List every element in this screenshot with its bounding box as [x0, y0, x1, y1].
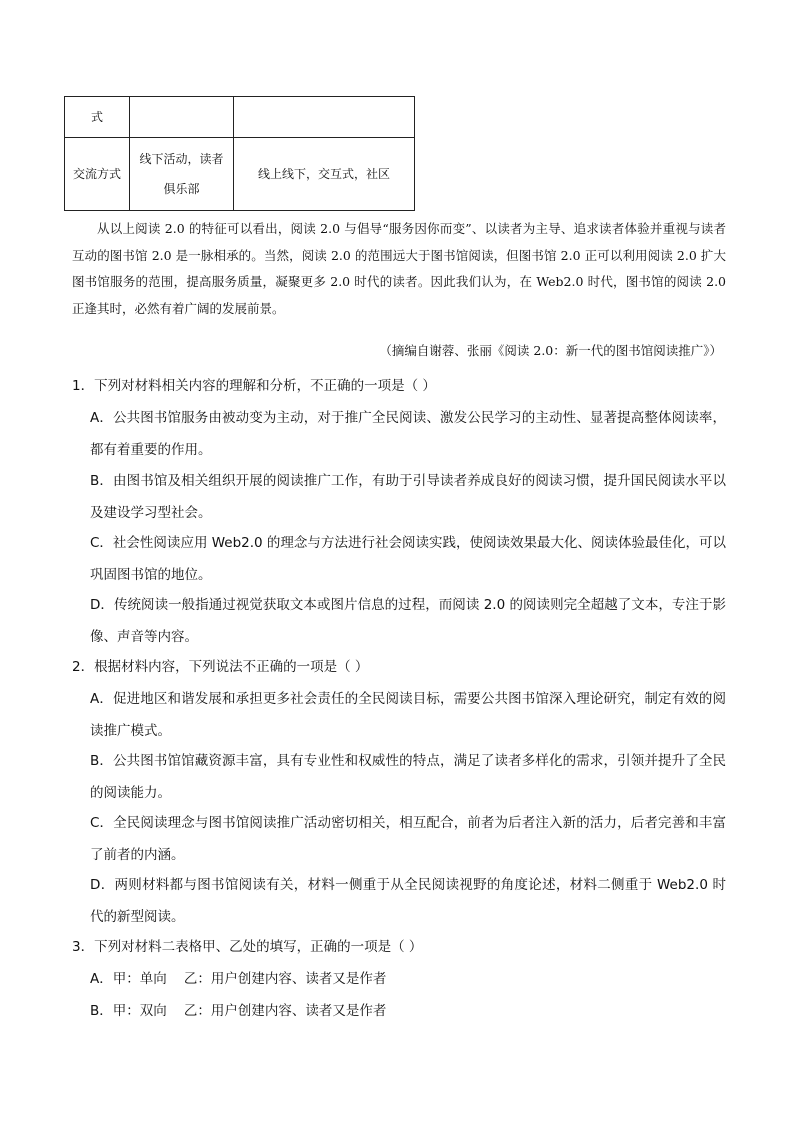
- table-row: [65, 138, 415, 211]
- source-citation: （摘编自谢蓉、张丽《阅读 2.0：新一代的图书馆阅读推广》）: [379, 343, 722, 358]
- table-row: [65, 97, 415, 138]
- question-2-option-c: C．全民阅读理念与图书馆阅读推广活动密切相关，相互配合，前者为后者注入新的活力，后者完善和丰富了前者的内涵。: [90, 815, 726, 863]
- comparison-table: [64, 96, 415, 211]
- question-1-option-d: D．传统阅读一般指通过视觉获取文本或图片信息的过程，而阅读 2.0 的阅读则完全超越了文本，专注于影像、声音等内容。: [90, 597, 726, 645]
- question-2-stem: 2．根据材料内容，下列说法不正确的一项是（ ）: [72, 659, 369, 675]
- question-3-option-a: A．甲：单向 乙：用户创建内容、读者又是作者: [90, 971, 387, 987]
- question-2-option-d: D．两则材料都与图书馆阅读有关，材料一侧重于从全民阅读视野的角度论述，材料二侧重于 Web2.0 时代的新型阅读。: [90, 877, 726, 925]
- passage-paragraph: 从以上阅读 2.0 的特征可以看出，阅读 2.0 与倡导“服务因你而变”、以读者为主导、追求读者体验并重视与读者互动的图书馆 2.0 是一脉相承的。当然，阅读 2.0 的范围远大于图书馆阅读，但图书馆 2.0 正可以利用阅读 2.0 扩大图书馆服务的范围，提高服务质量，凝聚更多 2.0 时代的读者。因此我们认为，在 Web2.0 时代，图书馆的阅读 2.0 正逢其时，必然有着广阔的发展前景。: [72, 221, 726, 316]
- table-cell: 交流方式: [65, 138, 130, 211]
- question-1-option-c: C．社会性阅读应用 Web2.0 的理念与方法进行社会阅读实践，使阅读效果最大化、阅读体验最佳化，可以巩固图书馆的地位。: [90, 535, 726, 583]
- question-3-stem: 3．下列对材料二表格甲、乙处的填写，正确的一项是（ ）: [72, 939, 423, 955]
- question-2-option-a: A．促进地区和谐发展和承担更多社会责任的全民阅读目标，需要公共图书馆深入理论研究，制定有效的阅读推广模式。: [90, 691, 726, 739]
- question-2-option-b: B．公共图书馆馆藏资源丰富，具有专业性和权威性的特点，满足了读者多样化的需求，引领并提升了全民的阅读能力。: [90, 753, 726, 801]
- question-1-option-b: B．由图书馆及相关组织开展的阅读推广工作，有助于引导读者养成良好的阅读习惯，提升国民阅读水平以及建设学习型社会。: [90, 473, 726, 521]
- question-1-stem: 1．下列对材料相关内容的理解和分析，不正确的一项是（ ）: [72, 378, 436, 394]
- question-1-option-a: A．公共图书馆服务由被动变为主动，对于推广全民阅读、激发公民学习的主动性、显著提高整体阅读率，都有着重要的作用。: [90, 410, 726, 458]
- table-cell: 线下活动，读者俱乐部: [130, 138, 234, 211]
- table-cell: [234, 97, 415, 138]
- table-cell: [130, 97, 234, 138]
- question-3-option-b: B．甲：双向 乙：用户创建内容、读者又是作者: [90, 1003, 387, 1019]
- table-cell: 式: [65, 97, 130, 138]
- table-cell: 线上线下，交互式，社区: [234, 138, 415, 211]
